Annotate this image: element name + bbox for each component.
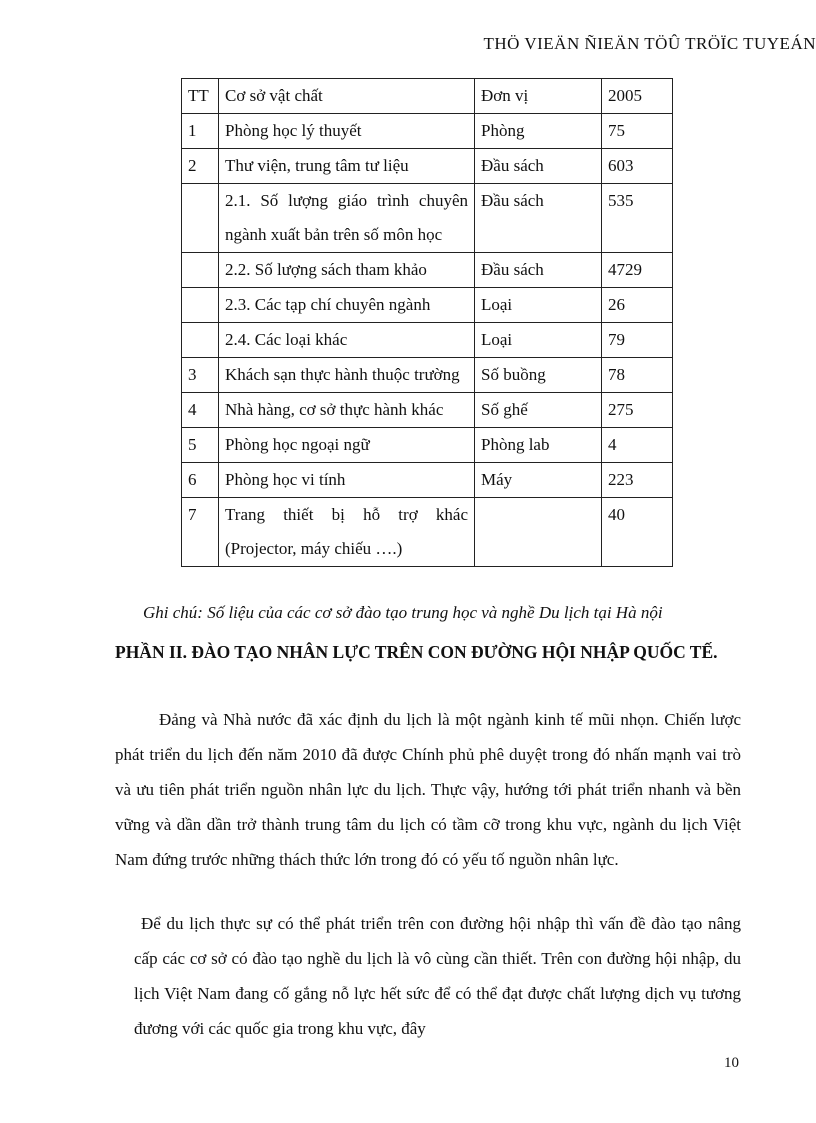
table-row bbox=[182, 323, 673, 358]
cell-unit: Phòng lab bbox=[475, 428, 602, 463]
table-row bbox=[182, 358, 673, 393]
cell-facility: Trang thiết bị hỗ trợ khác (Projector, máy chiếu ….) bbox=[219, 498, 475, 567]
table-row bbox=[182, 463, 673, 498]
cell-value-2005: 223 bbox=[602, 463, 673, 498]
cell-index: 2 bbox=[182, 149, 219, 184]
cell-value-2005: 79 bbox=[602, 323, 673, 358]
cell-facility: 2.2. Số lượng sách tham khảo bbox=[219, 253, 475, 288]
cell-index: 3 bbox=[182, 358, 219, 393]
cell-index: 4 bbox=[182, 393, 219, 428]
cell-value-2005: 2005 bbox=[602, 79, 673, 114]
table-row bbox=[182, 498, 673, 567]
cell-unit: Số buồng bbox=[475, 358, 602, 393]
cell-facility: 2.1. Số lượng giáo trình chuyên ngành xuất bản trên số môn học bbox=[219, 184, 475, 253]
cell-value-2005: 275 bbox=[602, 393, 673, 428]
table-row bbox=[182, 114, 673, 149]
cell-index bbox=[182, 253, 219, 288]
cell-index bbox=[182, 184, 219, 253]
page-number: 10 bbox=[724, 1055, 739, 1071]
cell-index bbox=[182, 323, 219, 358]
cell-value-2005: 603 bbox=[602, 149, 673, 184]
cell-facility: Nhà hàng, cơ sở thực hành khác bbox=[219, 393, 475, 428]
cell-index: 7 bbox=[182, 498, 219, 567]
paragraph: Để du lịch thực sự có thể phát triển trên con đường hội nhập thì vấn đề đào tạo nâng cấp các cơ sở có đào tạo nghề du lịch là vô cùng cần thiết. Trên con đường hội nhập, du lịch Việt Nam đang cố gắng nỗ lực hết sức để có thể đạt được chất lượng dịch vụ tương đương với các quốc gia trong khu vực, đây bbox=[134, 914, 741, 1038]
cell-facility: Phòng học lý thuyết bbox=[219, 114, 475, 149]
cell-value-2005: 4 bbox=[602, 428, 673, 463]
section-title: PHẦN II. ĐÀO TẠO NHÂN LỰC TRÊN CON ĐƯỜNG HỘI NHẬP QUỐC TẾ. bbox=[115, 642, 718, 662]
cell-unit: Phòng bbox=[475, 114, 602, 149]
cell-facility: 2.3. Các tạp chí chuyên ngành bbox=[219, 288, 475, 323]
table-row bbox=[182, 393, 673, 428]
cell-unit: Số ghế bbox=[475, 393, 602, 428]
cell-value-2005: 78 bbox=[602, 358, 673, 393]
cell-facility: Khách sạn thực hành thuộc trường bbox=[219, 358, 475, 393]
table-row bbox=[182, 428, 673, 463]
cell-facility: Phòng học ngoại ngữ bbox=[219, 428, 475, 463]
cell-index: 6 bbox=[182, 463, 219, 498]
cell-unit bbox=[475, 498, 602, 567]
cell-value-2005: 40 bbox=[602, 498, 673, 567]
table-row bbox=[182, 184, 673, 253]
page-header: THÖ VIEÄN ÑIEÄN TÖÛ TRÖÏC TUYEÁN bbox=[483, 34, 816, 53]
cell-unit: Loại bbox=[475, 288, 602, 323]
cell-unit: Máy bbox=[475, 463, 602, 498]
facilities-table bbox=[181, 78, 673, 567]
cell-facility: Cơ sở vật chất bbox=[219, 79, 475, 114]
table-row bbox=[182, 288, 673, 323]
cell-unit: Đầu sách bbox=[475, 253, 602, 288]
cell-value-2005: 535 bbox=[602, 184, 673, 253]
cell-unit: Đầu sách bbox=[475, 184, 602, 253]
cell-index bbox=[182, 288, 219, 323]
cell-unit: Loại bbox=[475, 323, 602, 358]
table-note: Ghi chú: Số liệu của các cơ sở đào tạo trung học và nghề Du lịch tại Hà nội bbox=[143, 603, 663, 622]
cell-unit: Đầu sách bbox=[475, 149, 602, 184]
cell-facility: 2.4. Các loại khác bbox=[219, 323, 475, 358]
cell-index: 1 bbox=[182, 114, 219, 149]
table-row bbox=[182, 149, 673, 184]
table-header-row bbox=[182, 79, 673, 114]
cell-unit: Đơn vị bbox=[475, 79, 602, 114]
cell-index: TT bbox=[182, 79, 219, 114]
cell-index: 5 bbox=[182, 428, 219, 463]
cell-value-2005: 26 bbox=[602, 288, 673, 323]
facilities-table-body bbox=[182, 79, 673, 567]
cell-value-2005: 75 bbox=[602, 114, 673, 149]
paragraph: Đảng và Nhà nước đã xác định du lịch là một ngành kinh tế mũi nhọn. Chiến lược phát triển du lịch đến năm 2010 đã được Chính phủ phê duyệt trong đó nhấn mạnh vai trò và ưu tiên phát triển nguồn nhân lực du lịch. Thực vậy, hướng tới phát triển nhanh và bền vững và dần dần trở thành trung tâm du lịch có tầm cỡ trong khu vực, ngành du lịch Việt Nam đứng trước những thách thức lớn trong đó có yếu tố nguồn nhân lực. bbox=[115, 710, 741, 869]
cell-facility: Phòng học vi tính bbox=[219, 463, 475, 498]
cell-value-2005: 4729 bbox=[602, 253, 673, 288]
table-row bbox=[182, 253, 673, 288]
cell-facility: Thư viện, trung tâm tư liệu bbox=[219, 149, 475, 184]
